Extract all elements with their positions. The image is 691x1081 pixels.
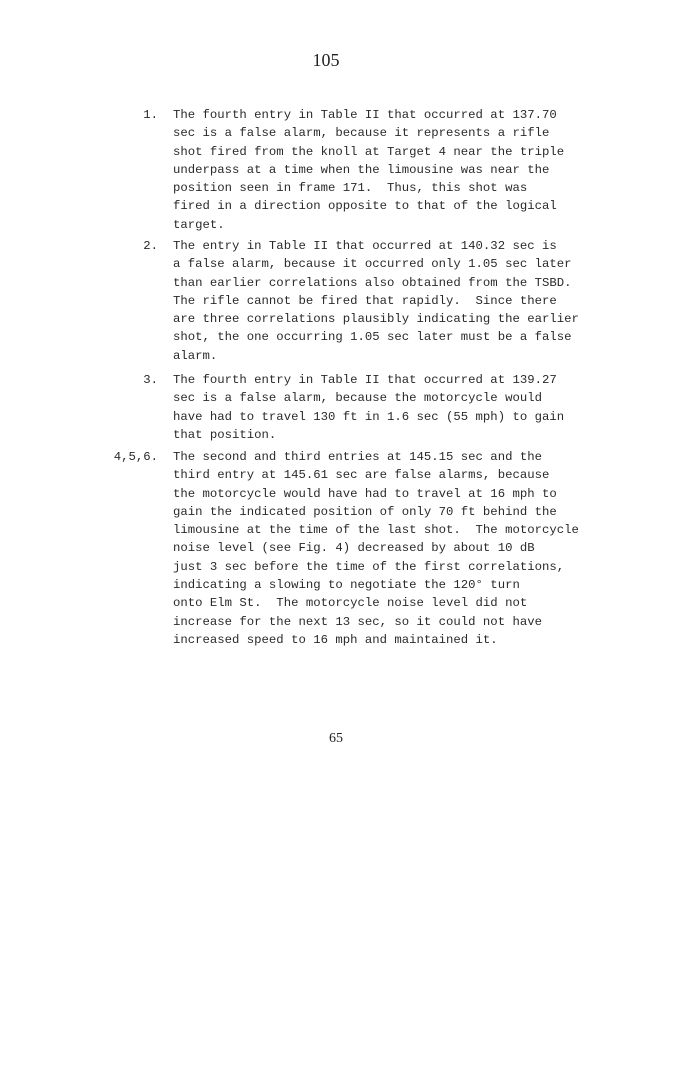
text-line: underpass at a time when the limousine was near the	[173, 162, 550, 177]
text-line: The second and third entries at 145.15 sec and the	[173, 450, 542, 464]
text-line: gain the indicated position of only 70 ft behind the	[173, 504, 557, 519]
item-number: 2.	[143, 239, 158, 253]
text-line: sec is a false alarm, because the motorcycle would	[173, 391, 542, 406]
item-text	[173, 371, 564, 444]
text-line: shot, the one occurring 1.05 sec later must be a false	[173, 330, 572, 345]
text-line: are three correlations plausibly indicating the earlier	[173, 312, 579, 327]
text-line: The fourth entry in Table II that occurred at 139.27	[173, 373, 557, 387]
text-line: increase for the next 13 sec, so it could not have	[173, 614, 542, 629]
text-line: than earlier correlations also obtained from the TSBD.	[173, 275, 572, 290]
item-text	[173, 106, 564, 234]
text-line: shot fired from the knoll at Target 4 near the triple	[173, 144, 565, 159]
text-line: noise level (see Fig. 4) decreased by about 10 dB	[173, 541, 535, 556]
text-line: the motorcycle would have had to travel at 16 mph to	[173, 486, 557, 501]
text-line: just 3 sec before the time of the first correlations,	[173, 559, 565, 574]
text-line: a false alarm, because it occurred only 1.05 sec later	[173, 257, 572, 272]
text-line: that position.	[173, 427, 277, 442]
text-line: position seen in frame 171. Thus, this shot was	[173, 181, 528, 196]
text-line: The entry in Table II that occurred at 140.32 sec is	[173, 239, 557, 253]
text-line: increased speed to 16 mph and maintained it.	[173, 632, 498, 647]
text-line: fired in a direction opposite to that of the logical	[173, 199, 557, 214]
text-line: sec is a false alarm, because it represents a rifle	[173, 126, 550, 141]
text-line: limousine at the time of the last shot. The motorcycle	[173, 523, 579, 538]
item-number: 4,5,6.	[113, 450, 158, 464]
text-line: The fourth entry in Table II that occurred at 137.70	[173, 108, 557, 122]
text-line: third entry at 145.61 sec are false alarms, because	[173, 468, 550, 483]
page-number-top: 105	[312, 50, 340, 70]
page-number-bottom: 65	[329, 731, 343, 746]
item-text	[173, 237, 579, 365]
text-line: The rifle cannot be fired that rapidly. Since there	[173, 293, 557, 308]
item-number: 3.	[143, 373, 158, 387]
text-line: have had to travel 130 ft in 1.6 sec (55 mph) to gain	[173, 409, 565, 424]
item-text	[173, 448, 579, 649]
text-line: alarm.	[173, 348, 218, 363]
text-line: target.	[173, 217, 225, 232]
text-line: onto Elm St. The motorcycle noise level did not	[173, 596, 528, 611]
item-number: 1.	[143, 108, 158, 122]
text-line: indicating a slowing to negotiate the 120° turn	[173, 578, 520, 593]
